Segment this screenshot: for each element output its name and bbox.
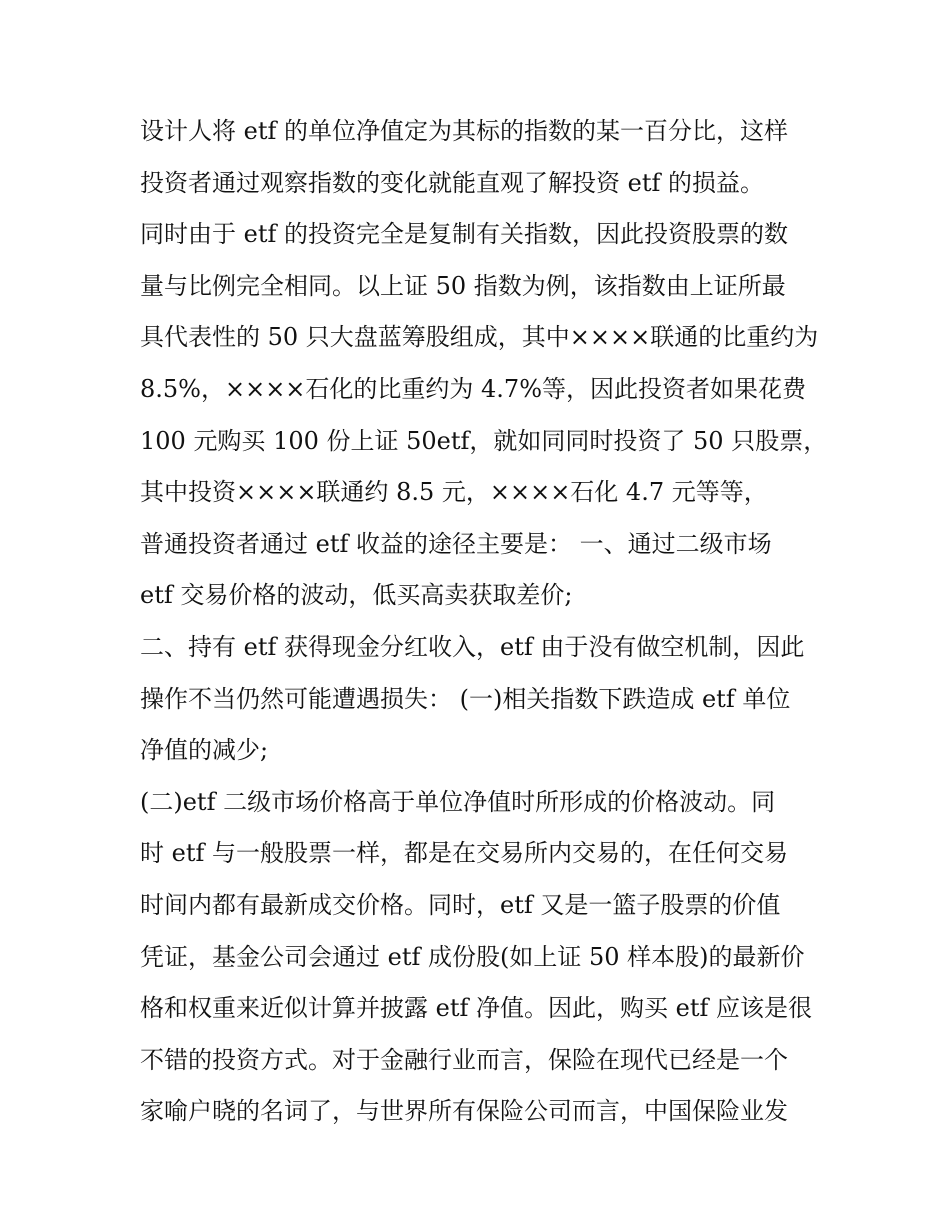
- text-line: 同时由于 etf 的投资完全是复制有关指数，因此投资股票的数: [140, 220, 788, 249]
- body-text: [140, 106, 828, 1138]
- text-line: 时间内都有最新成交价格。同时，etf 又是一篮子股票的价值: [140, 890, 781, 919]
- text-line: 操作不当仍然可能遭遇损失： (一)相关指数下跌造成 etf 单位: [140, 684, 791, 713]
- text-line: 设计人将 etf 的单位净值定为其标的指数的某一百分比，这样: [140, 117, 788, 145]
- text-line: etf 交易价格的波动，低买高卖获取差价;: [140, 581, 573, 610]
- text-line: 具代表性的 50 只大盘蓝筹股组成，其中××××联通的比重约为: [140, 323, 819, 352]
- text-line: 其中投资××××联通约 8.5 元，××××石化 4.7 元等等，: [140, 478, 768, 507]
- text-line: 家喻户晓的名词了，与世界所有保险公司而言，中国保险业发: [140, 1097, 788, 1126]
- text-line: 投资者通过观察指数的变化就能直观了解投资 etf 的损益。: [140, 168, 764, 197]
- text-line: 不错的投资方式。对于金融行业而言，保险在现代已经是一个: [140, 1045, 788, 1074]
- text-line: 100 元购买 100 份上证 50etf，就如同同时投资了 50 只股票，: [140, 426, 828, 455]
- text-line: 二、持有 etf 获得现金分红收入，etf 由于没有做空机制，因此: [140, 632, 805, 661]
- text-line: 净值的减少;: [140, 736, 269, 765]
- text-line: 时 etf 与一般股票一样，都是在交易所内交易的，在任何交易: [140, 839, 788, 868]
- text-line: 普通投资者通过 etf 收益的途径主要是： 一、通过二级市场: [140, 529, 772, 558]
- text-line: 凭证，基金公司会通过 etf 成份股(如上证 50 样本股)的最新价: [140, 942, 805, 971]
- text-line: 格和权重来近似计算并披露 etf 净值。因此，购买 etf 应该是很: [140, 994, 812, 1023]
- text-line: 8.5%，××××石化的比重约为 4.7%等，因此投资者如果花费: [140, 374, 807, 403]
- text-line: (二)etf 二级市场价格高于单位净值时所形成的价格波动。同: [140, 787, 776, 816]
- text-line: 量与比例完全相同。以上证 50 指数为例，该指数由上证所最: [140, 271, 786, 300]
